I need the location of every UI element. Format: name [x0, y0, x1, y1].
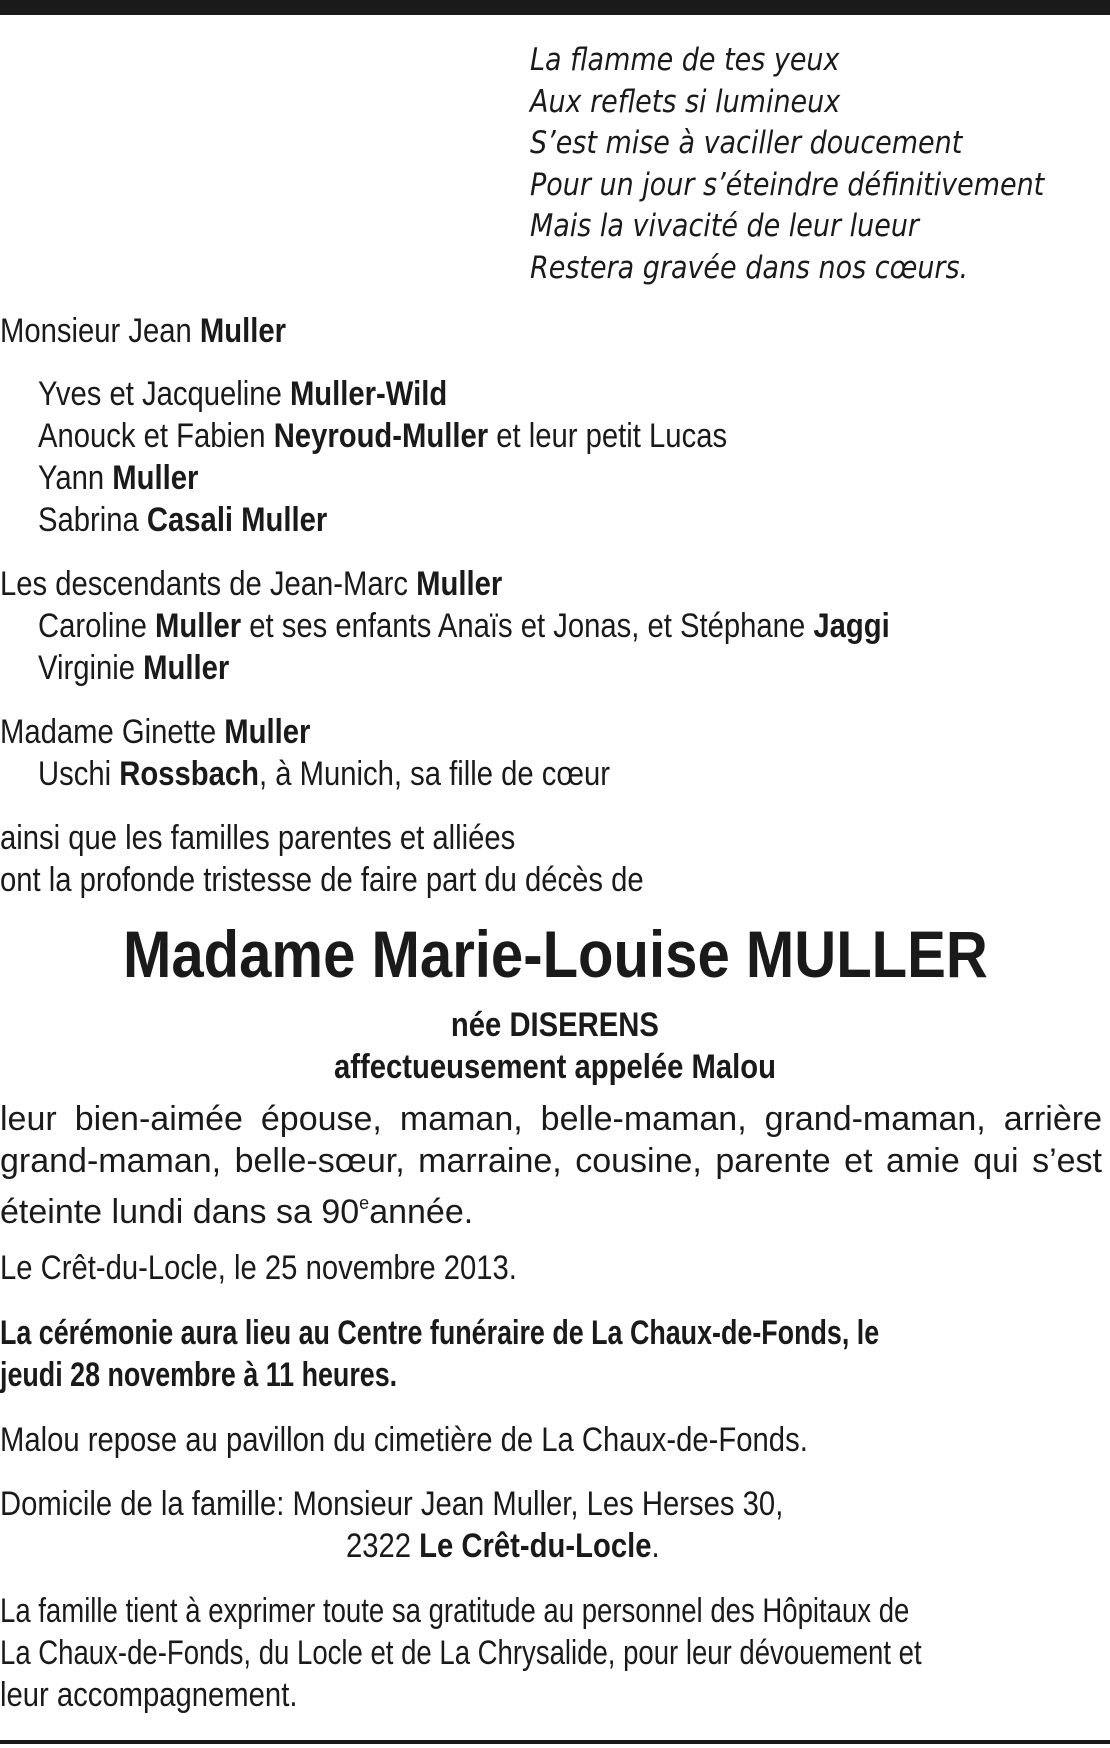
family-text: , à Munich, sa fille de cœur [258, 755, 611, 793]
family-surname: Muller [224, 713, 311, 751]
poem-line: Pour un jour s’éteindre définitivement [530, 166, 1045, 203]
family-line-yves [38, 374, 447, 416]
family-text: Caroline [38, 607, 156, 645]
ordinal-superscript: e [359, 1193, 370, 1213]
family-surname: Rossbach [119, 755, 259, 793]
top-rule [0, 0, 1110, 15]
family-text: Yves et Jacqueline [38, 375, 290, 413]
thanks-line: La Chaux-de-Fonds, du Locle et de La Chrysalide, pour leur dévouement et [0, 1634, 922, 1672]
family-text: et ses enfants Anaïs et Jonas, et Stéphane [241, 607, 814, 645]
relationship-paragraph [0, 1098, 1102, 1231]
families-line: ainsi que les familles parentes et alliées [0, 819, 516, 857]
family-text: Uschi [38, 755, 120, 793]
family-line-uschi [38, 754, 610, 796]
paragraph-text: éteinte lundi dans sa 90 [0, 1193, 360, 1231]
place-date: Le Crêt-du-Locle, le 25 novembre 2013. [0, 1249, 517, 1287]
family-surname: Muller-Wild [289, 375, 448, 413]
paragraph-text: année. [369, 1193, 474, 1231]
family-surname: Jaggi [813, 607, 890, 645]
ceremony-line: La cérémonie aura lieu au Centre funéraire de La Chaux-de-Fonds, le [0, 1314, 880, 1352]
family-surname: Neyroud-Muller [273, 417, 489, 455]
family-text: Virginie [38, 649, 144, 687]
announcement-line: ont la profonde tristesse de faire part du décès de [0, 861, 644, 899]
maiden-name [0, 1004, 1110, 1046]
poem-line: S’est mise à vaciller doucement [530, 125, 963, 162]
family-surname: Muller [112, 459, 199, 497]
bottom-rule [0, 1740, 1110, 1744]
family-line-sabrina [38, 500, 327, 542]
paragraph-line [0, 1182, 1102, 1231]
family-surname: Muller [155, 607, 242, 645]
deceased-name [0, 918, 1110, 990]
poem-line: Aux reflets si lumineux [530, 83, 841, 120]
period: . [651, 1527, 660, 1565]
family-text: et leur petit Lucas [488, 417, 728, 455]
nickname-text: affectueusement appelée Malou [334, 1048, 776, 1086]
locality: Le Crêt-du-Locle [419, 1527, 652, 1565]
domicile-address [346, 1526, 660, 1568]
family-line-caroline [38, 606, 890, 648]
poem-line: Mais la vivacité de leur lueur [530, 208, 919, 245]
family-text: Sabrina [38, 501, 147, 539]
family-surname: Casali Muller [146, 501, 328, 539]
family-surname: Muller [416, 565, 503, 603]
domicile-line: Domicile de la famille: Monsieur Jean Muller, Les Herses 30, [0, 1485, 784, 1523]
deceased-name-text: Madame Marie-Louise MULLER [122, 917, 988, 991]
family-line-ginette [0, 712, 310, 754]
ceremony-line: jeudi 28 novembre à 11 heures. [0, 1356, 398, 1394]
family-text: Les descendants de Jean-Marc [0, 565, 417, 603]
family-line-virginie [38, 648, 229, 690]
thanks-line: La famille tient à exprimer toute sa gratitude au personnel des Hôpitaux de [0, 1592, 910, 1630]
family-surname: Muller [199, 312, 287, 350]
paragraph-line: grand-maman, belle-sœur, marraine, cousine, parente et amie qui s’est [0, 1142, 1102, 1180]
nickname [0, 1046, 1110, 1088]
family-line-jean [0, 311, 286, 353]
family-text: Monsieur Jean [0, 312, 200, 350]
family-surname: Muller [143, 649, 230, 687]
poem [530, 40, 1044, 290]
family-text: Yann [38, 459, 113, 497]
paragraph-line: leur bien-aimée épouse, maman, belle-maman, grand-maman, arrière [0, 1100, 1102, 1138]
family-text: Anouck et Fabien [38, 417, 274, 455]
maiden-name-text: née DISERENS [450, 1006, 659, 1044]
rest-line: Malou repose au pavillon du cimetière de La Chaux-de-Fonds. [0, 1421, 808, 1459]
thanks-line: leur accompagnement. [0, 1676, 298, 1714]
poem-line: La flamme de tes yeux [530, 42, 840, 78]
family-line-descendants [0, 564, 502, 606]
postal-code: 2322 [346, 1527, 420, 1565]
family-line-anouck [38, 416, 727, 458]
family-line-yann [38, 458, 198, 500]
family-text: Madame Ginette [0, 713, 225, 751]
poem-line: Restera gravée dans nos cœurs. [530, 249, 969, 286]
